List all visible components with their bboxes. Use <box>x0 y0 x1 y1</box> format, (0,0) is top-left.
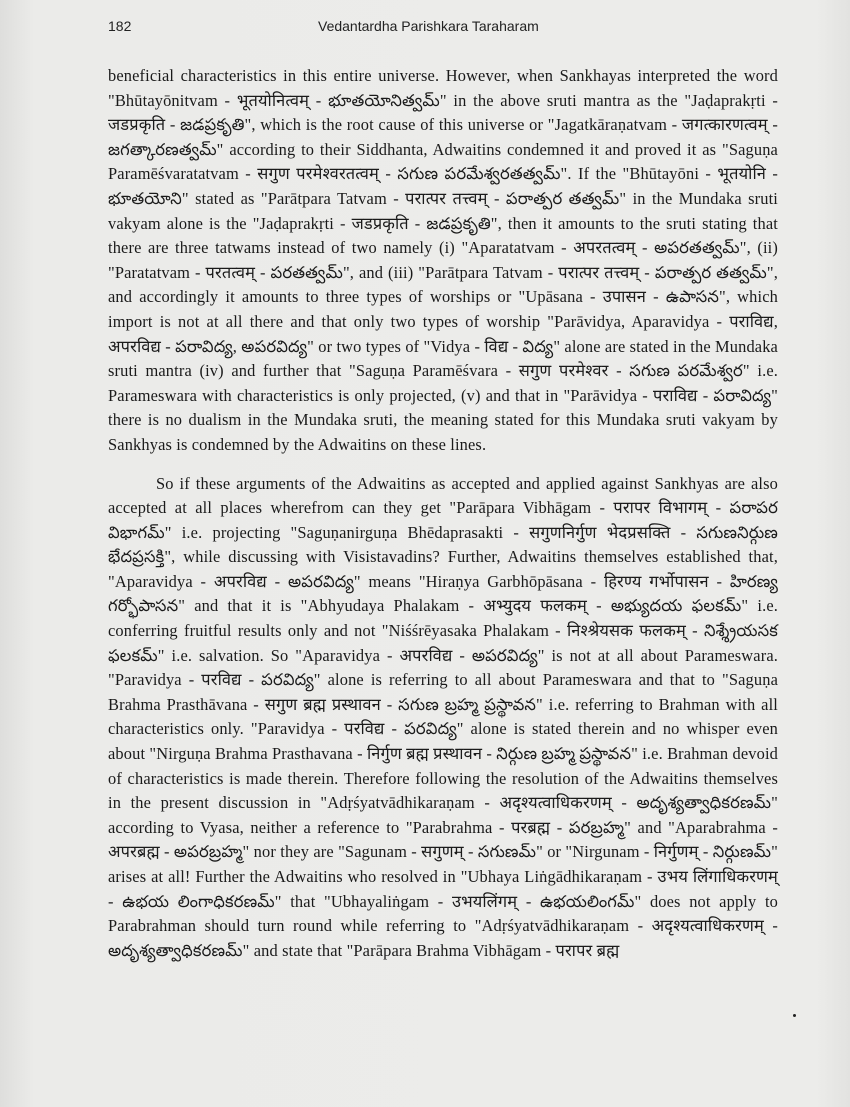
page-number: 182 <box>108 18 132 34</box>
running-title: Vedantardha Parishkara Taraharam <box>318 18 539 34</box>
ink-speck <box>793 1014 796 1017</box>
body-text <box>108 64 778 963</box>
page-header <box>108 18 790 40</box>
paragraph-2: So if these arguments of the Adwaitins as accepted and applied against Sankhyas are also accepted at all places wherefrom can they get "Parāpara Vibhāgam - परापर विभागम् - పరాపర విభాగమ్" i.e. projecting "Saguṇanirguṇa Bhēdaprasakti - सगुणनिर्गुण भेदप्रसक्ति - సగుణనిర్గుణ భేదప్రసక్తి", while discussing with Visistavadins? Further, Adwaitins themselves established that, "Aparavidya - अपरविद्य - అపరవిద్య" means "Hiraṇya Garbhōpāsana - हिरण्य गर्भोपासन - హిరణ్య గర్భోపాసన" and that it is "Abhyudaya Phalakam - अभ्युदय फलकम् - అభ్యుదయ ఫలకమ్" i.e. conferring fruitful results only and not "Niśśrēyasaka Phalakam - निश्श्रेयसक फलकम् - నిశ్శ్రేయసక ఫలకమ్" i.e. salvation. So "Aparavidya - अपरविद्य - అపరవిద్య" is not at all about Parameswara. "Paravidya - परविद्य - పరవిద్య" alone is referring to all about Parameswara and that to "Saguṇa Brahma Prasthāvana - सगुण ब्रह्म प्रस्थावन - సగుణ బ్రహ్మ ప్రస్థావన" i.e. referring to Brahman with all characteristics only. "Paravidya - परविद्य - పరవిద్య" alone is stated therein and no whisper even about "Nirguṇa Brahma Prasthavana - निर्गुण ब्रह्म प्रस्थावन - నిర్గుణ బ్రహ్మ ప్రస్థావన" i.e. Brahman devoid of characteristics is made therein. Therefore following the resolution of the Adwaitins themselves in the present discussion in "Adṛśyatvādhikaraṇam - अदृश्यत्वाधिकरणम् - అదృశ్యత్వాధికరణమ్" according to Vyasa, neither a reference to "Parabrahma - परब्रह्म - పరబ్రహ్మ" and "Aparabrahma - अपरब्रह्म - అపరబ్రహ్మ" nor they are "Sagunam - सगुणम् - సగుణమ్" or "Nirgunam - निर्गुणम् - నిర్గుణమ్" arises at all! Further the Adwaitins who resolved in "Ubhaya Liṅgādhikaraṇam - उभय लिंगाधिकरणम् - ఉభయ లింగాధికరణమ్" that "Ubhayaliṅgam - उभयलिंगम् - ఉభయలింగమ్" does not apply to Parabrahman should turn round while referring to "Adṛśyatvādhikaraṇam - अदृश्यत्वाधिकरणम् - అదృశ్యత్వాధికరణమ్" and state that "Parāpara Brahma Vibhāgam - परापर ब्रह्म <box>108 473 778 960</box>
paragraph-1: beneficial characteristics in this entire universe. However, when Sankhayas interpreted the word "Bhūtayōnitvam - भूतयोनित्वम् - భూతయోనిత్వమ్" in the above sruti mantra as the "Jaḍaprakṛti - जडप्रकृति - జడప్రకృతి", which is the root cause of this universe or "Jagatkāraṇatvam - जगत्कारणत्वम् - జగత్కారణత్వమ్" according to their Siddhanta, Adwaitins condemned it and proved it as "Saguṇa Paramēśvaratatvam - सगुण परमेश्वरतत्वम् - సగుణ పరమేశ్వరతత్వమ్". If the "Bhūtayōni - भूतयोनि - భూతయోని" stated as "Parātpara Tatvam - परात्पर तत्त्वम् - పరాత్పర తత్వమ్" in the Mundaka sruti vakyam alone is the "Jaḍaprakṛti - जडप्रकृति - జడప్రకృతి", then it amounts to the sruti stating that there are three tatwams instead of two namely (i) "Aparatatvam - अपरतत्वम् - అపరతత్వమ్", (ii) "Paratatvam - परतत्वम् - పరతత్వమ్", and (iii) "Parātpara Tatvam - परात्पर तत्त्वम् - పరాత్పర తత్వమ్", and accordingly it amounts to three types of worships or "Upāsana - उपासन - ఉపాసన", which import is not at all there and that only two types of worship "Parāvidya, Aparavidya - पराविद्य, अपरविद्य - పరావిద్య, అపరవిద్య" or two types of "Vidya - विद्य - విద్య" alone are stated in the Mundaka sruti mantra (iv) and further that "Saguṇa Paramēśvara - सगुण परमेश्वर - సగుణ పరమేశ్వర" i.e. Parameswara with characteristics is only projected, (v) and that in "Parāvidya - पराविद्य - పరావిద్య" there is no dualism in the Mundaka sruti, the meaning stated for this Mundaka sruti vakyam by Sankhyas is condemned by the Adwaitins on these lines. <box>108 66 778 454</box>
